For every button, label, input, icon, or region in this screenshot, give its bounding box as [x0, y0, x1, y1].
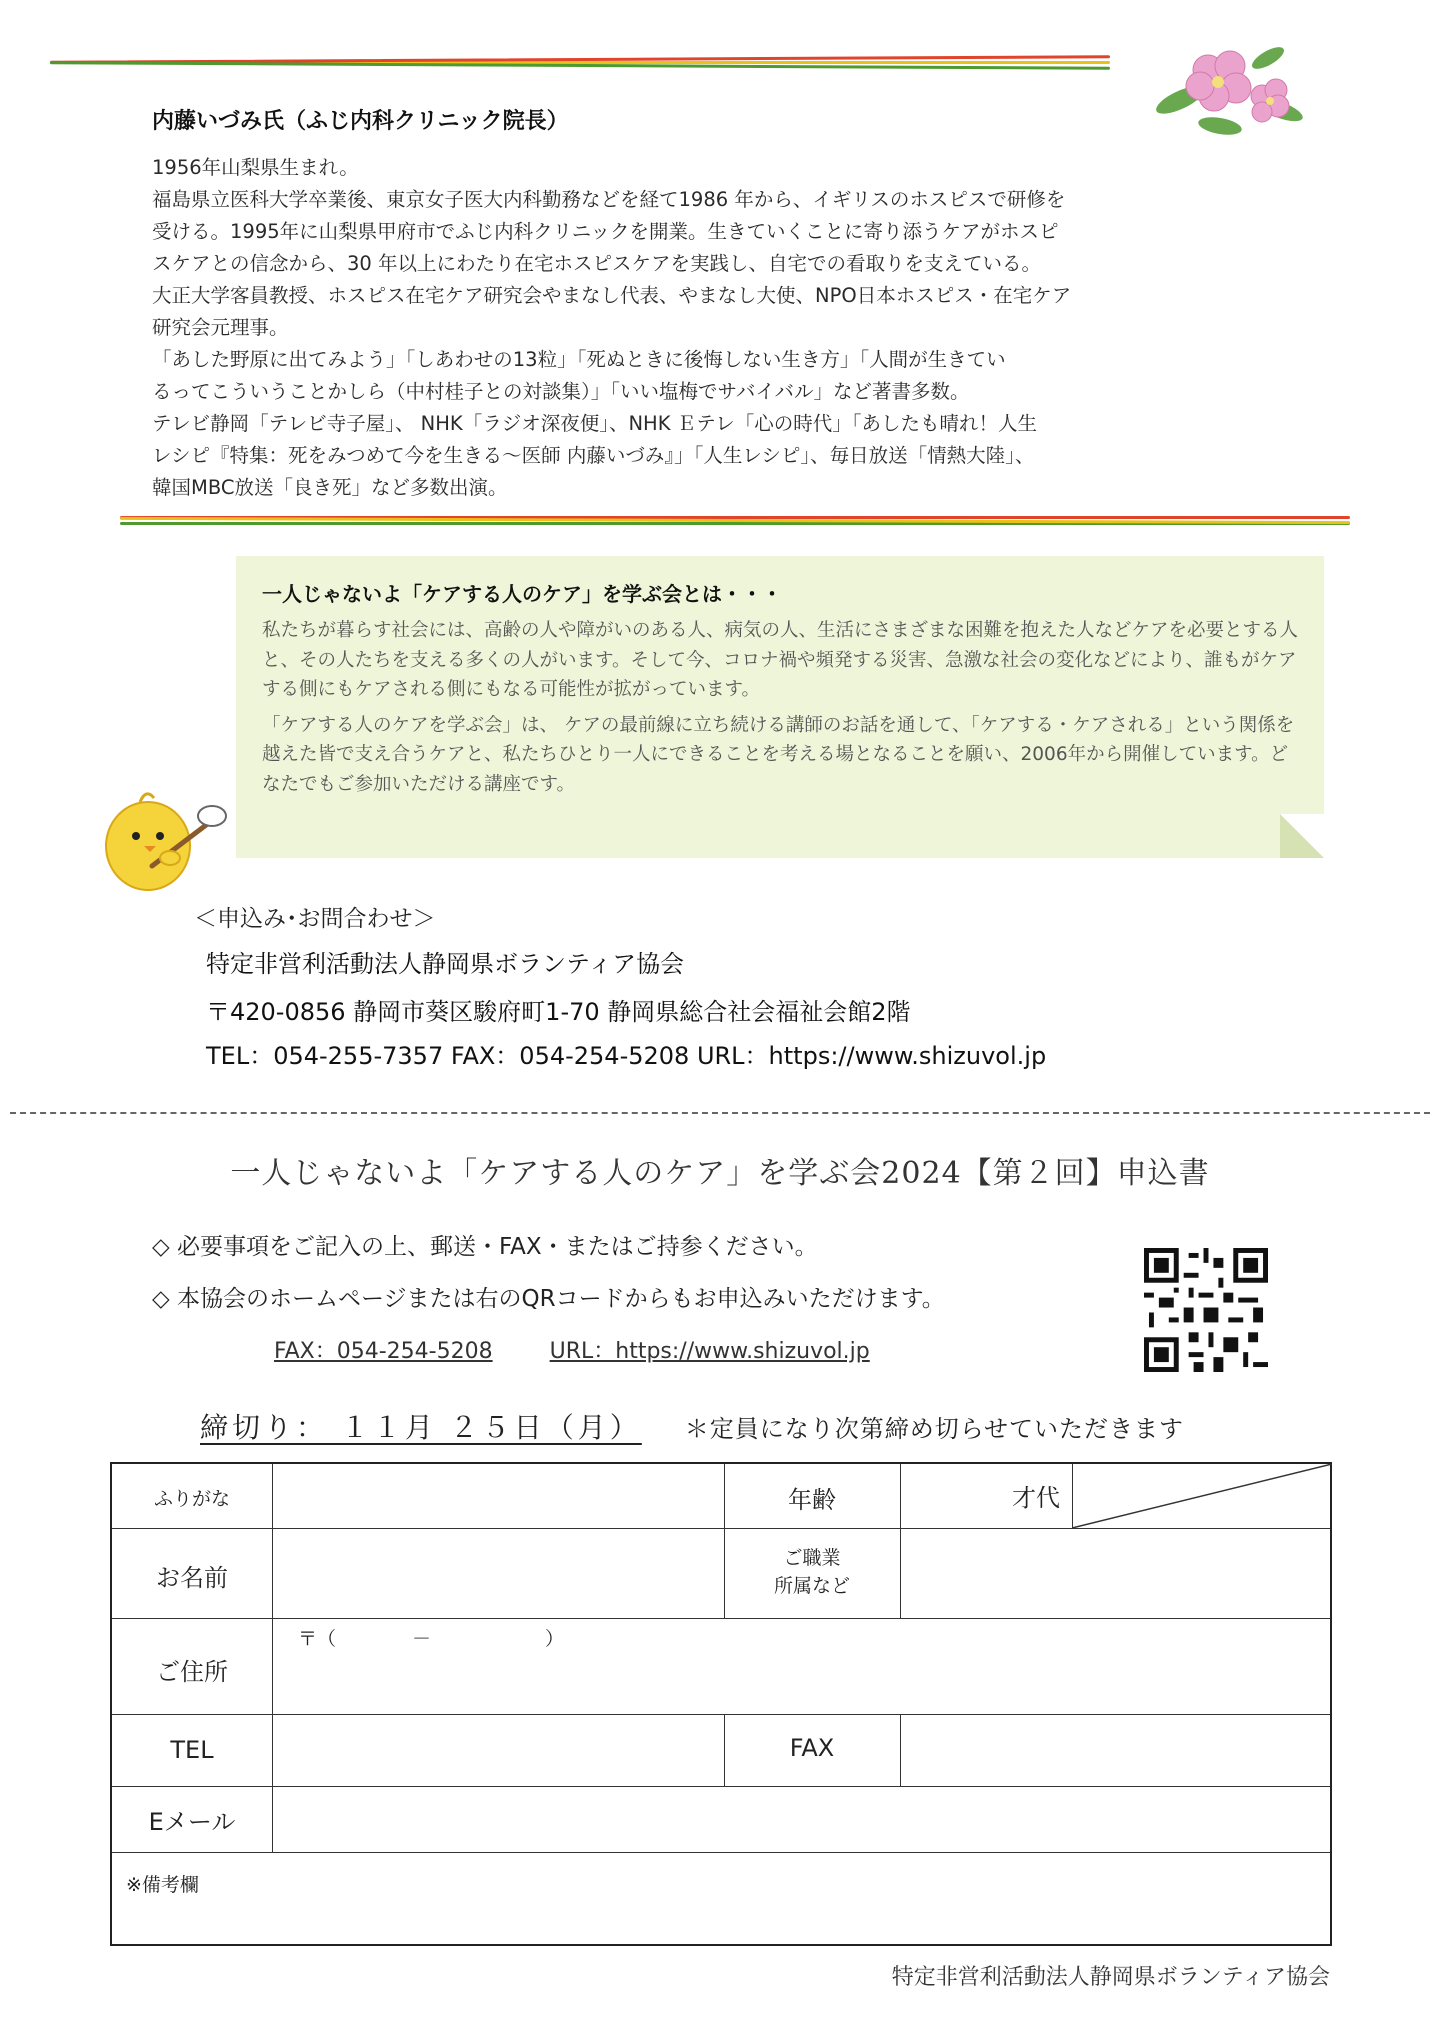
lecturer-name-heading: 内藤いづみ氏（ふじ内科クリニック院長）: [152, 109, 569, 134]
about-note-box: [236, 556, 1324, 858]
form-title: 一人じゃないよ「ケアする人のケア」を学ぶ会2024【第２回】申込書: [230, 1156, 1210, 1191]
contact-phone-fax-url: TEL：054-255-7357 FAX：054-254-5208 URL：https://www.shizuvol.jp: [206, 1042, 1047, 1070]
label-furigana: ふりがな: [153, 1488, 230, 1510]
bio-line: るってこういうことかしら（中村桂子との対談集）」「いい塩梅でサバイバル」など著書多数。: [152, 380, 970, 403]
qr-code-icon[interactable]: [1144, 1248, 1268, 1372]
instruction-web-qr: ◇ 本協会のホームページまたは右のQRコードからもお申込みいただけます。: [152, 1286, 945, 1312]
middle-decorative-stripe: [120, 516, 1350, 528]
form-links: [274, 1334, 920, 1365]
name-field[interactable]: [274, 1530, 724, 1618]
label-fax: FAX: [789, 1734, 835, 1762]
lecturer-biography: [152, 152, 1292, 504]
bio-line: 1956年山梨県生まれ。: [152, 156, 359, 179]
deadline-date: 締切り： １１月 ２５日（月）: [200, 1411, 642, 1444]
top-decorative-stripe: [50, 58, 1110, 70]
about-paragraph: 「ケアする人のケアを学ぶ会」は、 ケアの最前線に立ち続ける講師のお話を通して、「ケアする・ケアされる」という関係を越えた皆で支え合うケアと、私たちひとり一人にできることを考える場となることを願い、2006年から開催しています。どなたでもご参加いただける講座です。: [262, 714, 1295, 795]
chick-mascot-icon: [100, 776, 230, 894]
bio-line: 「あした野原に出てみよう」「しあわせの13粒」「死ぬときに後悔しない生き方」「人間が生きてい: [152, 348, 1006, 371]
contact-heading: ＜申込み･お問合わせ＞: [194, 906, 436, 932]
label-email: Eメール: [148, 1808, 236, 1836]
bio-line: レシピ『特集：死をみつめて今を生きる〜医師 内藤いづみ』」「人生レシピ」、毎日放送「情熱大陸」、: [152, 444, 1035, 467]
fax-field[interactable]: [902, 1716, 1332, 1786]
age-cell-diagonal: [1072, 1464, 1332, 1528]
about-paragraph: 私たちが暮らす社会には、高齢の人や障がいのある人、病気の人、生活にさまざまな困難を抱えた人などケアを必要とする人と、その人たちを支える多くの人がいます。そして今、コロナ禍や頻発する災害、急激な社会の変化などにより、誰もがケアする側にもケアされる側にもなる可能性が拡がっています。: [262, 620, 1299, 700]
flower-icon: [1150, 30, 1310, 140]
bio-line: 大正大学客員教授、ホスピス在宅ケア研究会やまなし代表、やまなし大使、NPO日本ホスピス・在宅ケア: [152, 284, 1072, 307]
label-postal-code: 〒（ － ）: [298, 1628, 565, 1650]
label-name: お名前: [156, 1564, 228, 1592]
label-age-unit: 才代: [1012, 1484, 1060, 1512]
page-curl-corner: [1280, 814, 1324, 858]
deadline-line: [200, 1406, 1184, 1446]
age-field[interactable]: [902, 1464, 1072, 1528]
label-age: 年齢: [788, 1486, 836, 1514]
footer-organization: 特定非営利活動法人静岡県ボランティア協会: [891, 1965, 1330, 1990]
fax-link[interactable]: FAX：054-254-5208: [274, 1339, 493, 1364]
contact-address: 〒420-0856 静岡市葵区駿府町1-70 静岡県総合社会福祉会館2階: [206, 998, 911, 1026]
furigana-field[interactable]: [274, 1464, 724, 1528]
about-title: 一人じゃないよ「ケアする人のケア」を学ぶ会とは・・・: [262, 582, 782, 606]
remarks-field[interactable]: [112, 1854, 1332, 1946]
label-address: ご住所: [156, 1658, 228, 1686]
about-body: [262, 616, 1302, 805]
cut-line: [10, 1112, 1430, 1114]
bio-line: 韓国MBC放送「良き死」など多数出演。: [152, 476, 508, 499]
email-field[interactable]: [274, 1788, 1332, 1852]
label-remarks: ※備考欄: [126, 1874, 199, 1896]
occupation-field[interactable]: [902, 1530, 1332, 1618]
instruction-mail-fax: ◇ 必要事項をご記入の上、郵送・FAX・またはご持参ください。: [152, 1234, 818, 1260]
label-tel: TEL: [170, 1736, 214, 1764]
url-link[interactable]: URL：https://www.shizuvol.jp: [549, 1339, 870, 1364]
tel-field[interactable]: [274, 1716, 724, 1786]
application-form-table: [110, 1462, 1332, 1946]
bio-line: スケアとの信念から、30 年以上にわたり在宅ホスピスケアを実践し、自宅での看取りを支えている。: [152, 252, 1042, 275]
bio-line: テレビ静岡「テレビ寺子屋」、 NHK「ラジオ深夜便」、NHK Ｅテレ「心の時代」「あしたも晴れ！人生: [152, 412, 1038, 435]
label-occupation-line1: ご職業: [783, 1547, 841, 1569]
label-occupation: [724, 1544, 900, 1600]
bio-line: 研究会元理事。: [152, 316, 289, 339]
address-field[interactable]: [274, 1620, 1332, 1714]
contact-organization: 特定非営利活動法人静岡県ボランティア協会: [206, 950, 685, 978]
deadline-note: ＊定員になり次第締め切らせていただきます: [684, 1415, 1184, 1443]
bio-line: 受ける。1995年に山梨県甲府市でふじ内科クリニックを開業。生きていくことに寄り添うケアがホスピ: [152, 220, 1059, 243]
label-occupation-line2: 所属など: [773, 1575, 850, 1597]
bio-line: 福島県立医科大学卒業後、東京女子医大内科勤務などを経て1986 年から、イギリスのホスピスで研修を: [152, 188, 1066, 211]
